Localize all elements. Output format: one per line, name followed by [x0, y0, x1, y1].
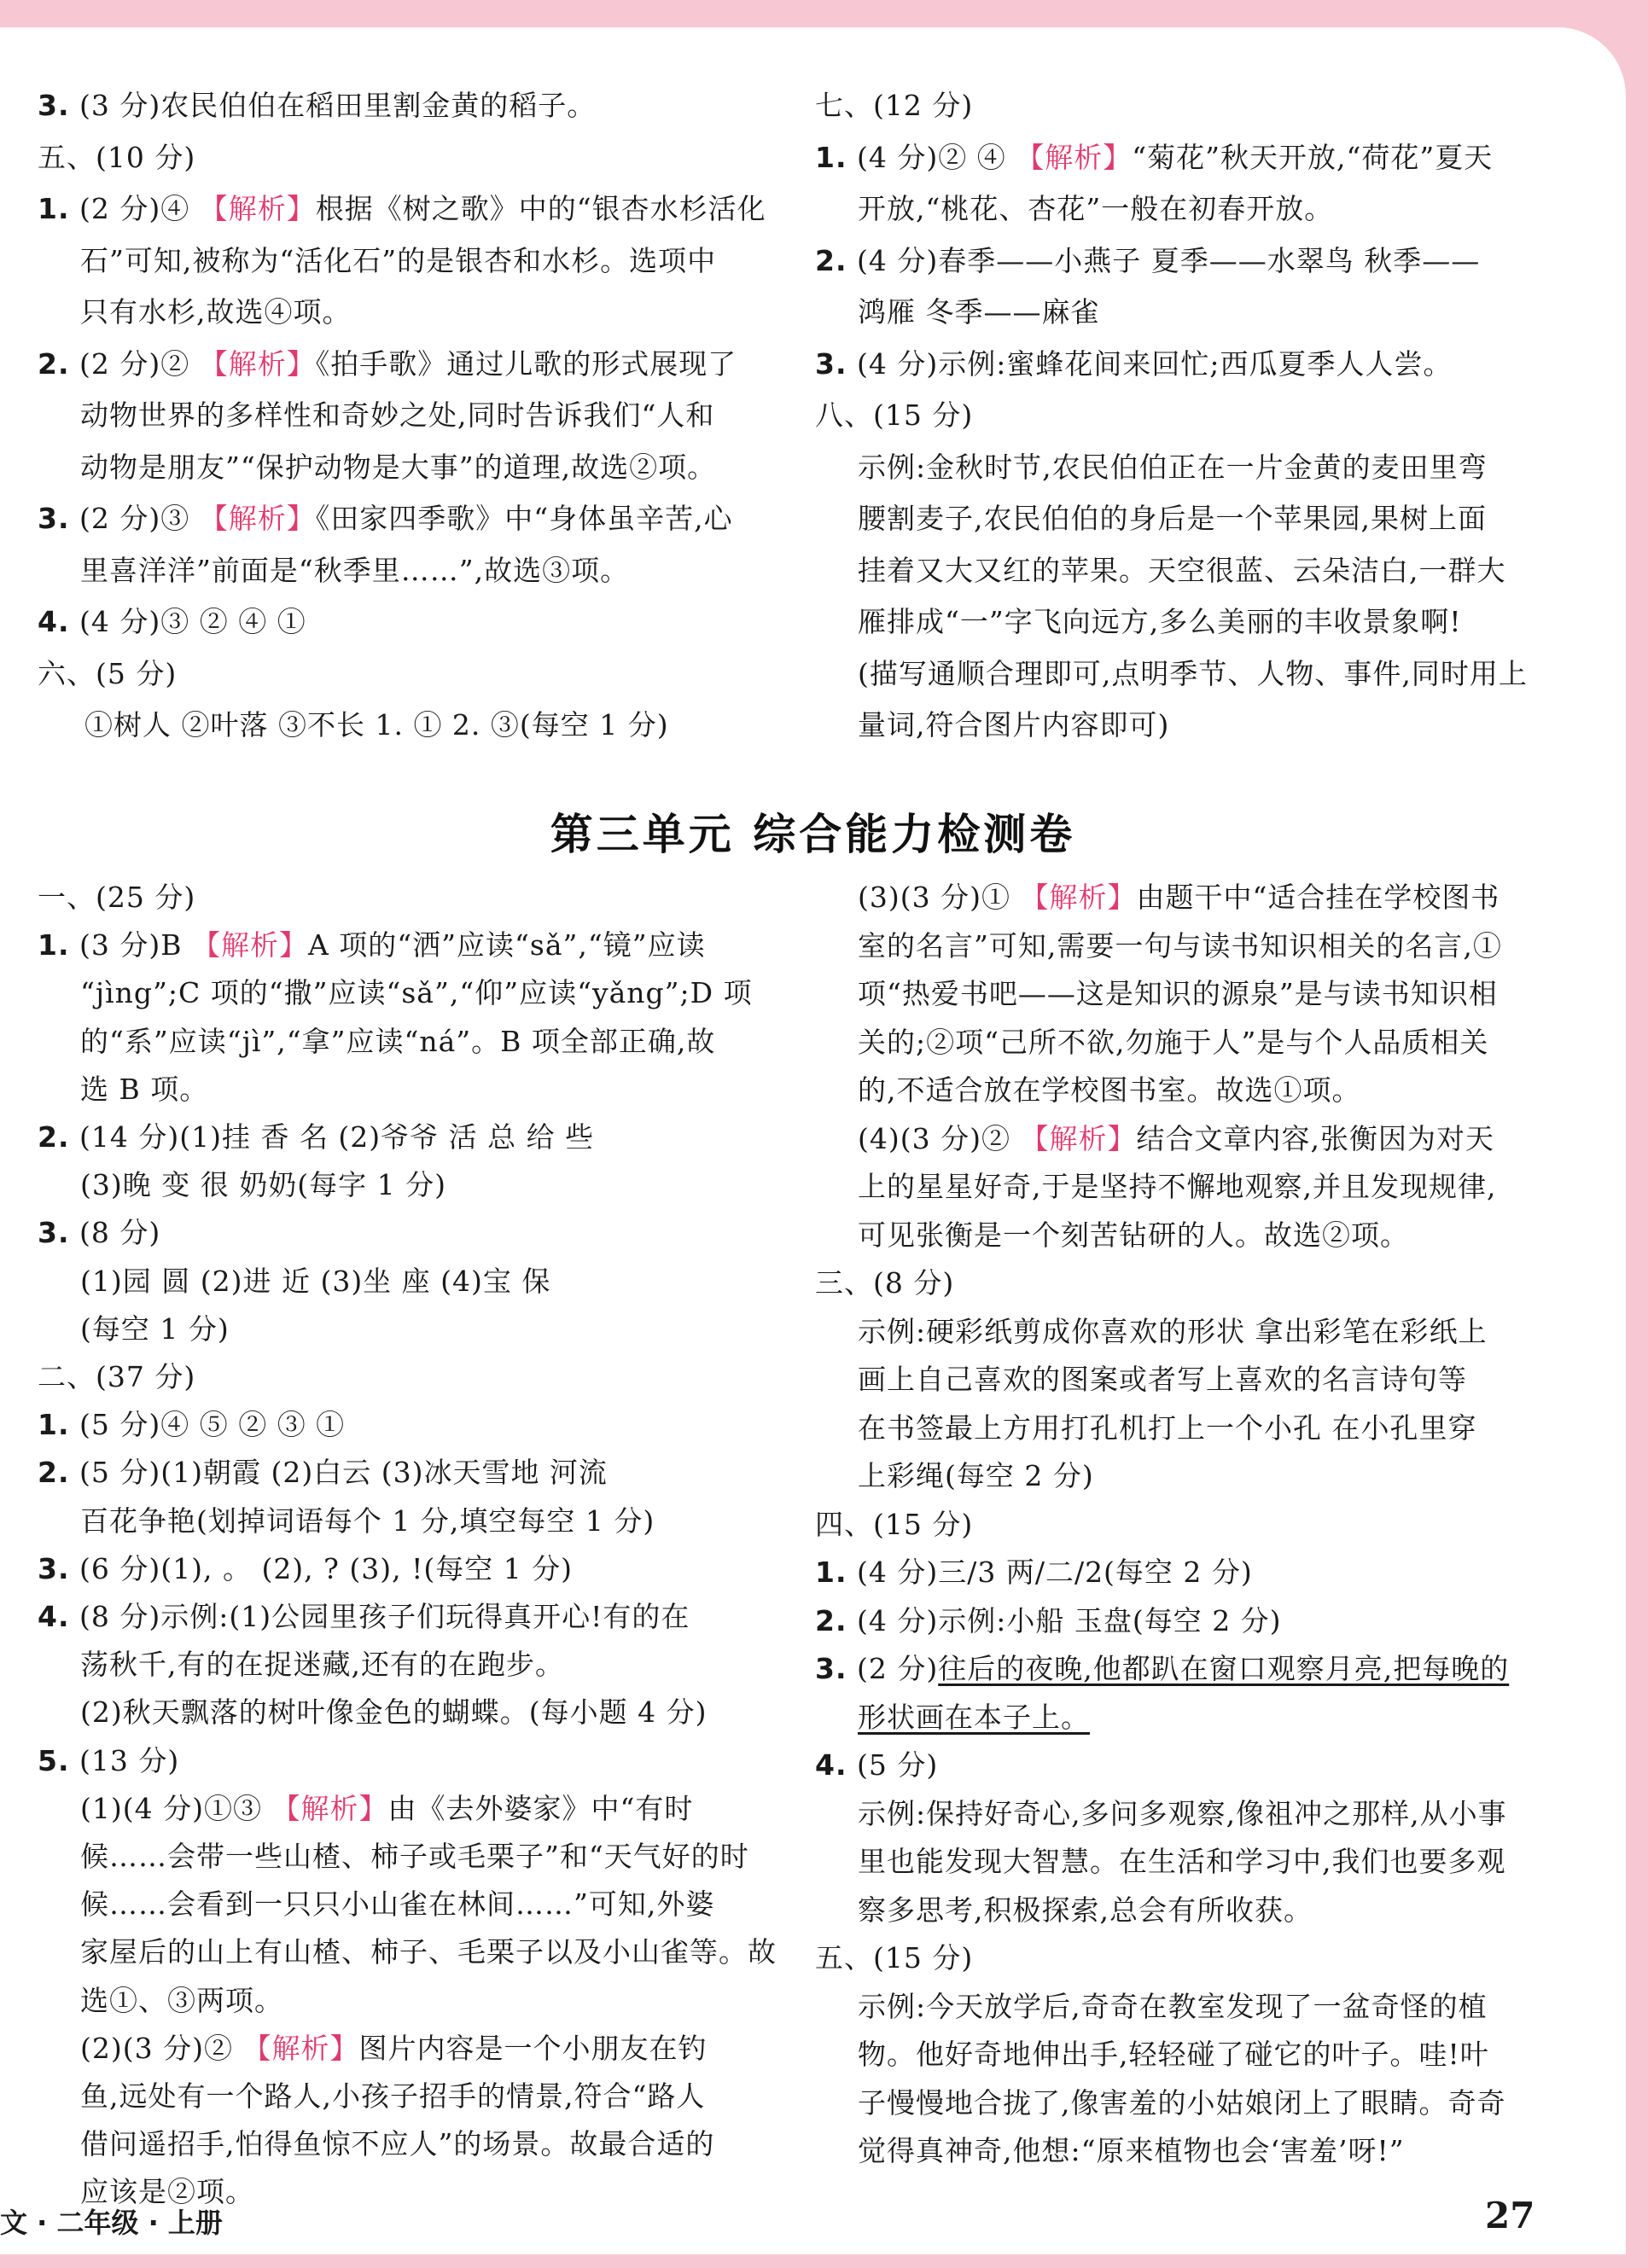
answer-text: 候……会看到一只只小山雀在林间……”可知,外婆 — [80, 1887, 715, 1922]
answer-text: (5 分) — [847, 1748, 939, 1782]
answer-line — [80, 2032, 707, 2066]
answer-text: (4 分)② ④ — [847, 140, 1016, 174]
answer-text: 家屋后的山上有山楂、柿子、毛栗子以及小山雀等。故 — [80, 1935, 777, 1969]
page-number: 27 — [1485, 2195, 1535, 2236]
answer-text: 应该是②项。 — [80, 2175, 254, 2209]
answer-line — [80, 1504, 655, 1538]
answer-text: 雁排成“一”字飞向远方,多么美丽的丰收景象啊! — [858, 605, 1462, 638]
answer-text: (6 分)(1), 。 (2), ? (3), !(每空 1 分) — [69, 1551, 574, 1585]
answer-line — [815, 347, 1452, 381]
answer-line — [80, 554, 629, 588]
answer-line — [858, 554, 1506, 588]
analysis-text: 《田家四季歌》中“身体虽辛苦,心 — [315, 502, 733, 535]
answer-line — [858, 192, 1333, 226]
answer-text: (2 分) — [847, 1652, 939, 1685]
answer-text: (3 分)B — [69, 928, 192, 962]
answer-text: (2 分)③ — [69, 502, 200, 535]
answer-text: 画上自己喜欢的图案或者写上喜欢的名言诗句等 — [858, 1363, 1467, 1396]
section-heading — [815, 398, 973, 433]
analysis-tag: 【解析】 — [1016, 140, 1133, 174]
analysis-text: 根据《树之歌》中的“银杏水杉活化 — [315, 192, 766, 225]
section-heading — [815, 1508, 973, 1542]
answer-text: (描写通顺合理即可,点明季节、人物、事件,同时用上 — [858, 656, 1528, 690]
answer-text: 的,不适合放在学校图书室。故选①项。 — [858, 1073, 1361, 1107]
answer-text: 子慢慢地合拢了,像害羞的小姑娘闭上了眼睛。奇奇 — [858, 2085, 1506, 2120]
answer-line — [815, 141, 1493, 175]
answer-line — [38, 89, 596, 123]
answer-line — [858, 1845, 1506, 1879]
answer-line — [38, 1600, 690, 1634]
analysis-text: 图片内容是一个小朋友在钓 — [358, 2031, 708, 2065]
question-number: 2. — [38, 346, 70, 381]
answer-text: (4 分)③ ② ④ ① — [69, 605, 306, 638]
answer-line — [80, 398, 714, 433]
question-number: 2. — [38, 1120, 70, 1154]
answer-text: 选 B 项。 — [80, 1072, 209, 1106]
answer-text: 腰割麦子,农民伯伯的身后是一个苹果园,果树上面 — [858, 502, 1487, 535]
answer-text: (2)(3 分)② — [80, 2031, 243, 2065]
question-number: 2. — [815, 243, 847, 277]
analysis-tag: 【解析】 — [199, 192, 316, 225]
answer-line — [38, 928, 706, 962]
section-heading — [815, 1941, 973, 1975]
answer-line — [80, 1887, 714, 1922]
answer-text: (2 分)② — [69, 346, 200, 381]
question-number: 5. — [38, 1743, 70, 1777]
answer-line — [38, 347, 737, 381]
answer-line — [858, 1990, 1488, 2024]
answer-line — [80, 244, 716, 278]
answer-line — [858, 977, 1498, 1011]
answer-line — [80, 976, 753, 1010]
answer-line — [80, 1935, 777, 1969]
section-label: 五、(10 分) — [38, 140, 196, 174]
answer-text: 示例:硬彩纸剪成你喜欢的形状 拿出彩笔在彩纸上 — [858, 1314, 1488, 1348]
analysis-tag: 【解析】 — [242, 2031, 359, 2065]
analysis-text: A 项的“洒”应读“sǎ”,“镜”应读 — [307, 928, 706, 962]
answer-line — [38, 605, 306, 639]
answer-line — [80, 2127, 714, 2161]
answer-text: 鱼,远处有一个路人,小孩子招手的情景,符合“路人 — [80, 2079, 706, 2113]
answer-text: 的“系”应读“jì”,“拿”应读“ná”。B 项全部正确,故 — [80, 1024, 716, 1058]
answer-line — [38, 1456, 608, 1490]
analysis-tag: 【解析】 — [191, 928, 308, 962]
answer-line — [84, 708, 669, 742]
answer-line — [38, 1120, 594, 1154]
analysis-tag: 【解析】 — [1020, 1121, 1137, 1155]
question-number: 3. — [38, 89, 70, 122]
answer-text: 挂着又大又红的苹果。天空很蓝、云朵洁白,一群大 — [858, 553, 1506, 587]
answer-line — [858, 1459, 1094, 1493]
answer-line — [38, 1408, 345, 1442]
answer-text: 动物世界的多样性和奇妙之处,同时告诉我们“人和 — [80, 398, 715, 432]
answer-line — [38, 1216, 160, 1250]
answer-line — [38, 502, 733, 536]
answer-text: “jìng”;C 项的“撒”应读“sǎ”,“仰”应读“yǎng”;D 项 — [80, 976, 753, 1010]
question-number: 3. — [38, 1216, 70, 1250]
question-number: 3. — [38, 502, 70, 535]
answer-line — [858, 708, 1169, 742]
answer-text: 示例:保持好奇心,多问多观察,像祖冲之那样,从小事 — [858, 1796, 1507, 1830]
underlined-answer: 往后的夜晚,他都趴在窗口观察月亮,把每晚的 — [938, 1652, 1510, 1685]
answer-text: 鸿雁 冬季——麻雀 — [858, 295, 1100, 329]
analysis-text: 结合文章内容,张衡因为对天 — [1136, 1121, 1494, 1155]
section-label: 七、(12 分) — [815, 89, 974, 122]
underlined-answer: 形状画在本子上。 — [858, 1700, 1090, 1734]
section-heading — [38, 881, 195, 915]
answer-text: (5 分)④ ⑤ ② ③ ① — [69, 1408, 346, 1442]
question-number: 1. — [38, 928, 70, 962]
answer-line — [858, 1893, 1313, 1928]
answer-line — [80, 1695, 707, 1730]
answer-line — [80, 1168, 446, 1202]
answer-text: (14 分)(1)挂 香 名 (2)爷爷 活 总 给 些 — [69, 1120, 595, 1154]
section-heading — [815, 89, 973, 123]
answer-line — [815, 1652, 1509, 1686]
section-label: 六、(5 分) — [38, 656, 178, 690]
analysis-tag: 【解析】 — [199, 502, 316, 535]
answer-text: (5 分)(1)朝霞 (2)白云 (3)冰天雪地 河流 — [69, 1456, 608, 1490]
answer-text: 只有水杉,故选④项。 — [80, 295, 352, 329]
answer-text: (4)(3 分)② — [858, 1121, 1021, 1155]
answer-text: (1)园 圆 (2)进 近 (3)坐 座 (4)宝 保 — [80, 1264, 551, 1298]
answer-text: 百花争艳(划掉词语每个 1 分,填空每空 1 分) — [80, 1503, 655, 1538]
question-number: 4. — [38, 605, 70, 638]
answer-line — [815, 1556, 1253, 1590]
question-number: 1. — [815, 1556, 847, 1589]
answer-line — [80, 1312, 230, 1346]
answer-text: 关的;②项“己所不欲,勿施于人”是与个人品质相关 — [858, 1025, 1489, 1059]
answer-text: 借问遥招手,怕得鱼惊不应人”的场景。故最合适的 — [80, 2127, 715, 2161]
answer-line — [858, 1315, 1488, 1349]
answer-line — [858, 1218, 1409, 1253]
answer-line — [80, 295, 352, 329]
answer-line — [815, 1748, 938, 1782]
answer-text: ①树人 ②叶落 ③不长 1. ① 2. ③(每空 1 分) — [84, 708, 669, 741]
answer-text: (4 分)示例:蜜蜂花间来回忙;西瓜夏季人人尝。 — [847, 346, 1453, 381]
section-label: 五、(15 分) — [815, 1941, 974, 1974]
answer-text: (4 分)示例:小船 玉盘(每空 2 分) — [847, 1603, 1282, 1637]
question-number: 2. — [38, 1456, 70, 1490]
answer-text: (4 分)春季——小燕子 夏季——水翠鸟 秋季—— — [847, 243, 1481, 277]
answer-text: 在书签最上方用打孔机打上一个小孔 在小孔里穿 — [858, 1410, 1477, 1445]
analysis-text: 由题干中“适合挂在学校图书 — [1136, 881, 1500, 914]
answer-text: (8 分) — [69, 1216, 161, 1250]
unit-title: 第三单元 综合能力检测卷 — [550, 810, 1076, 859]
section-label: 三、(8 分) — [815, 1266, 955, 1300]
answer-text: 可见张衡是一个刻苦钻研的人。故选②项。 — [858, 1218, 1409, 1252]
answer-line — [80, 1792, 693, 1826]
question-number: 1. — [38, 1408, 70, 1442]
answer-text: 荡秋千,有的在捉迷藏,还有的在跑步。 — [80, 1648, 564, 1682]
answer-line — [38, 192, 766, 226]
answer-line — [80, 2079, 705, 2114]
answer-text: 动物是朋友”“保护动物是大事”的道理,故选②项。 — [80, 450, 717, 484]
question-number: 2. — [815, 1603, 847, 1637]
answer-text: 物。他好奇地伸出手,轻轻碰了碰它的叶子。哇!叶 — [858, 2038, 1489, 2071]
answer-line — [80, 1984, 283, 2018]
answer-text: 觉得真神奇,他想:“原来植物也会‘害羞’呀!” — [858, 2134, 1405, 2167]
section-label: 二、(37 分) — [38, 1360, 196, 1393]
section-label: 一、(25 分) — [38, 881, 196, 914]
answer-text: 示例:金秋时节,农民伯伯正在一片金黄的麦田里弯 — [858, 450, 1488, 484]
question-number: 1. — [38, 192, 70, 225]
analysis-text: “菊花”秋天开放,“荷花”夏天 — [1132, 140, 1494, 174]
footer-book-info: 文 · 二年级 · 上册 — [0, 2207, 223, 2239]
question-number: 4. — [38, 1600, 70, 1633]
answer-line — [80, 451, 716, 485]
answer-text: (3 分)农民伯伯在稻田里割金黄的稻子。 — [69, 89, 597, 122]
section-heading — [38, 657, 177, 691]
answer-line — [858, 2086, 1506, 2120]
question-number: 3. — [815, 1652, 847, 1685]
analysis-text: 《拍手歌》通过儿歌的形式展现了 — [315, 346, 737, 381]
answer-line — [858, 502, 1487, 536]
answer-text: (3)(3 分)① — [858, 881, 1021, 914]
answer-text: 石”可知,被称为“活化石”的是银杏和水杉。选项中 — [80, 243, 717, 277]
section-label: 八、(15 分) — [815, 398, 974, 432]
answer-text: 候……会带一些山楂、柿子或毛栗子”和“天气好的时 — [80, 1840, 749, 1873]
answer-line — [80, 1073, 208, 1107]
analysis-tag: 【解析】 — [1020, 881, 1137, 914]
answer-text: (2)秋天飘落的树叶像金色的蝴蝶。(每小题 4 分) — [80, 1695, 708, 1730]
question-number: 3. — [38, 1551, 70, 1585]
answer-line — [815, 1604, 1282, 1638]
answer-line — [80, 1025, 715, 1059]
answer-line — [815, 244, 1480, 278]
answer-line — [858, 1073, 1361, 1108]
answer-line — [858, 1701, 1090, 1735]
answer-text: (1)(4 分)①③ — [80, 1791, 272, 1825]
answer-text: 里喜洋洋”前面是“秋季里……”,故选③项。 — [80, 553, 630, 587]
question-number: 4. — [815, 1748, 847, 1782]
answer-text: 项“热爱书吧——这是知识的源泉”是与读书知识相 — [858, 977, 1498, 1010]
answer-text: (4 分)三/3 两/二/2(每空 2 分) — [847, 1556, 1253, 1589]
section-heading — [815, 1266, 954, 1300]
analysis-tag: 【解析】 — [199, 346, 316, 381]
answer-line — [858, 2134, 1405, 2168]
answer-line — [858, 451, 1488, 485]
analysis-tag: 【解析】 — [271, 1791, 388, 1825]
answer-line — [858, 929, 1502, 963]
answer-text: 示例:今天放学后,奇奇在教室发现了一盆奇怪的植 — [858, 1989, 1488, 2023]
answer-text: (2 分)④ — [69, 192, 200, 225]
answer-line — [80, 1648, 564, 1682]
answer-text: 上彩绳(每空 2 分) — [858, 1459, 1094, 1492]
section-heading — [38, 1360, 195, 1394]
answer-line — [858, 1363, 1467, 1397]
answer-text: (8 分)示例:(1)公园里孩子们玩得真开心!有的在 — [69, 1600, 690, 1633]
section-heading — [38, 141, 195, 175]
question-number: 3. — [815, 346, 847, 381]
answer-line — [858, 1411, 1477, 1445]
answer-line — [38, 1552, 573, 1586]
section-label: 四、(15 分) — [815, 1507, 974, 1541]
answer-line — [858, 881, 1500, 915]
answer-text: 量词,符合图片内容即可) — [858, 708, 1170, 741]
question-number: 1. — [815, 140, 847, 174]
answer-line — [858, 657, 1528, 691]
analysis-text: 由《去外婆家》中“有时 — [387, 1791, 694, 1825]
answer-text: 室的名言”可知,需要一句与读书知识相关的名言,① — [858, 928, 1502, 962]
answer-text: 上的星星好奇,于是坚持不懈地观察,并且发现规律, — [858, 1170, 1497, 1203]
answer-text: 开放,“桃花、杏花”一般在初春开放。 — [858, 192, 1334, 225]
answer-line — [858, 1170, 1496, 1204]
answer-line — [38, 1744, 179, 1778]
answer-text: 察多思考,积极探索,总会有所收获。 — [858, 1893, 1313, 1927]
answer-line — [858, 605, 1462, 639]
answer-line — [858, 1026, 1488, 1060]
answer-line — [80, 1840, 749, 1874]
answer-text: (每空 1 分) — [80, 1311, 230, 1346]
answer-line — [858, 295, 1100, 329]
answer-text: 里也能发现大智慧。在生活和学习中,我们也要多观 — [858, 1845, 1506, 1878]
answer-line — [80, 1265, 550, 1299]
answer-text: (3)晚 变 很 奶奶(每字 1 分) — [80, 1168, 446, 1202]
answer-line — [858, 1797, 1507, 1831]
answer-line — [858, 2038, 1489, 2072]
answer-text: 选①、③两项。 — [80, 1983, 283, 2017]
answer-text: (13 分) — [69, 1743, 180, 1777]
answer-line — [858, 1122, 1494, 1156]
